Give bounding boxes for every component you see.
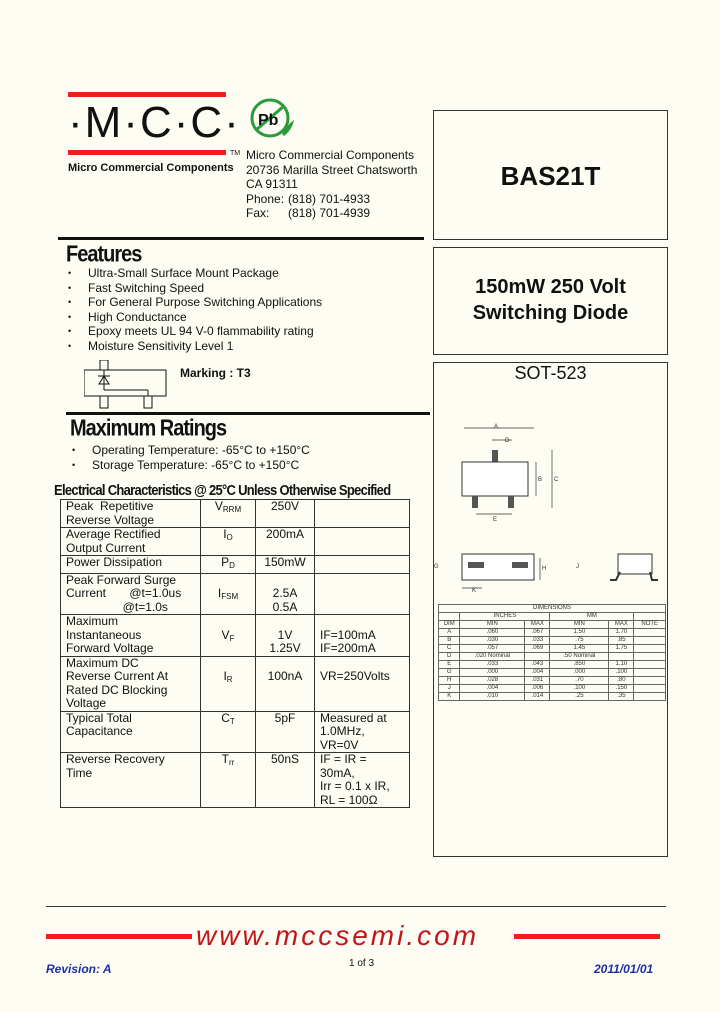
ec-symbol-sub: F [229, 633, 235, 643]
dimensions-cell: .80 [609, 677, 634, 685]
ec-condition [315, 528, 410, 556]
dimensions-row [439, 645, 666, 653]
ec-heading: Electrical Characteristics @ 25°C Unless Otherwise Specified [54, 482, 391, 499]
ec-value-line [261, 574, 309, 588]
product-title-line2: Switching Diode [472, 302, 629, 324]
ec-parameter-line: Reverse Current At [66, 669, 169, 683]
footer-left-bar [46, 934, 192, 939]
ec-symbol-sub: FSM [221, 592, 239, 601]
dimensions-table [438, 604, 666, 701]
ec-parameter-line: Rated DC Blocking [66, 682, 168, 697]
company-address [246, 148, 417, 221]
ec-symbol-main: I [223, 669, 227, 683]
features-list [66, 266, 426, 353]
ec-value-line: 0.5A [272, 599, 298, 614]
dimensions-cell: 1.45 [550, 645, 609, 653]
part-number-box [433, 110, 668, 240]
ec-row [61, 656, 410, 711]
dimensions-cell: .031 [525, 677, 550, 685]
ec-parameter-line: Typical Total [66, 710, 132, 725]
ec-symbol-main: I [217, 586, 222, 600]
ec-symbol [201, 656, 256, 711]
svg-text:K: K [472, 588, 477, 594]
ec-parameter [61, 615, 201, 657]
ec-parameter-line: Reverse Voltage [66, 512, 155, 527]
dimensions-cell [634, 661, 666, 669]
ec-value [256, 753, 315, 808]
dimensions-cell: .060 [460, 629, 525, 637]
ec-parameter [61, 500, 201, 528]
ec-value-line: 1.25V [269, 641, 301, 655]
marking-diagram [84, 360, 176, 412]
ec-value [256, 656, 315, 711]
logo-top-bar [68, 92, 226, 97]
dimensions-row [439, 669, 666, 677]
ec-condition-line: Irr = 0.1 x IR, [320, 779, 390, 793]
ec-condition [315, 615, 410, 657]
dimensions-cell: K [439, 693, 460, 701]
ec-condition [315, 711, 410, 753]
ec-parameter [61, 753, 201, 808]
ec-condition [315, 573, 410, 615]
package-top-view-drawing [452, 420, 576, 524]
dimensions-cell: .70 [550, 677, 609, 685]
ec-row [61, 615, 410, 657]
footer-rule [46, 906, 666, 907]
dimensions-cell [634, 677, 666, 685]
dimensions-cell: .010 [460, 693, 525, 701]
dimensions-cell [634, 629, 666, 637]
feature-item: • Ultra-Small Surface Mount Package [66, 266, 426, 281]
dimensions-cell: J [439, 685, 460, 693]
ec-row [61, 573, 410, 615]
ec-symbol [201, 753, 256, 808]
dimensions-cell [634, 645, 666, 653]
dimensions-cell: .057 [460, 645, 525, 653]
svg-text:B: B [538, 477, 543, 483]
ec-value-line [261, 657, 309, 671]
dimensions-cell: 1.75 [609, 645, 634, 653]
dimensions-cell: .100 [609, 669, 634, 677]
ec-parameter [61, 556, 201, 574]
ec-parameter [61, 573, 201, 615]
dimensions-group-inches: INCHES [460, 613, 550, 621]
ec-condition-line: 1.0MHz, VR=0V [320, 724, 365, 752]
product-title [434, 274, 667, 326]
ec-parameter-line: Instantaneous [66, 627, 142, 642]
dim-header: MAX [525, 621, 550, 629]
feature-item: • High Conductance [66, 310, 426, 325]
ec-condition-line [320, 615, 404, 629]
dimensions-cell: .067 [525, 629, 550, 637]
ec-value [256, 573, 315, 615]
dimensions-row [439, 685, 666, 693]
ec-condition-line: IF = IR = 30mA, [320, 752, 367, 780]
dimensions-row [439, 693, 666, 701]
ec-value-line: 100nA [267, 669, 303, 683]
dim-header: MIN [550, 621, 609, 629]
dim-header: DIM [439, 621, 460, 629]
dimensions-row [439, 653, 666, 661]
ec-symbol-sub: D [229, 561, 235, 570]
page-number: 1 of 3 [349, 958, 375, 969]
logo: ·M·C·C· [68, 98, 241, 147]
dim-header: MIN [460, 621, 525, 629]
ec-value-line: 50nS [270, 752, 300, 766]
ec-symbol-sub: R [226, 675, 233, 684]
ec-value-line: 1V [277, 627, 293, 642]
svg-text:E: E [493, 517, 498, 523]
dimensions-cell: .75 [550, 637, 609, 645]
dimensions-cell: B [439, 637, 460, 645]
ec-parameter [61, 656, 201, 711]
ec-row [61, 711, 410, 753]
ec-condition [315, 556, 410, 574]
part-number: BAS21T [500, 161, 601, 191]
phone-label: Phone: [246, 191, 285, 206]
max-rating-item: • Operating Temperature: -65°C to +150°C [70, 443, 430, 458]
dimensions-cell: .150 [609, 685, 634, 693]
ec-parameter-line: Reverse Recovery [66, 752, 165, 766]
dimensions-cell: .033 [525, 637, 550, 645]
lead-free-icon [248, 96, 298, 142]
dimensions-cell [634, 653, 666, 661]
dimensions-cell: .020 Nominal [460, 653, 525, 661]
dimensions-cell [609, 653, 634, 661]
fax-label: Fax: [246, 206, 270, 220]
ec-symbol-main: I [223, 527, 227, 541]
dimensions-cell: 1.10 [609, 661, 634, 669]
ec-symbol-sub: rr [229, 758, 235, 767]
ec-symbol-main: C [221, 710, 230, 725]
ec-parameter-line: Maximum [66, 614, 119, 628]
dimensions-cell: .000 [460, 669, 525, 677]
dimensions-cell: C [439, 645, 460, 653]
ec-row [61, 753, 410, 808]
max-ratings-rule [66, 412, 430, 415]
ec-value [256, 500, 315, 528]
dimensions-group-blank [439, 613, 460, 621]
ec-symbol-main: P [221, 555, 230, 569]
ec-value [256, 711, 315, 753]
package-name: SOT-523 [514, 363, 587, 383]
dimensions-cell: A [439, 629, 460, 637]
dimensions-cell [634, 669, 666, 677]
ec-symbol [201, 573, 256, 615]
ec-parameter-line: Maximum DC [66, 655, 139, 670]
ec-parameter-line: Peak Forward Surge [66, 572, 177, 587]
svg-text:J: J [576, 564, 579, 570]
ec-parameter-line: Current @t=1.0us [66, 586, 182, 600]
dimensions-cell: .028 [460, 677, 525, 685]
ec-symbol [201, 711, 256, 753]
website-link[interactable]: www.mccsemi.com [196, 920, 480, 951]
dimensions-row [439, 661, 666, 669]
revision-label: Revision: A [46, 962, 112, 976]
dimensions-cell: .35 [609, 693, 634, 701]
ec-condition [315, 753, 410, 808]
svg-text:D: D [505, 438, 510, 444]
ec-value-line: 250V [270, 499, 300, 513]
dimensions-row [439, 637, 666, 645]
ec-row [61, 528, 410, 556]
max-rating-item: • Storage Temperature: -65°C to +150°C [70, 458, 430, 473]
dimensions-cell [634, 693, 666, 701]
ec-parameter [61, 711, 201, 753]
max-ratings-list [70, 443, 430, 472]
dimensions-cell [525, 653, 550, 661]
logo-subtitle: Micro Commercial Components [68, 162, 234, 174]
dimensions-row [439, 677, 666, 685]
feature-item: • Epoxy meets UL 94 V-0 flammability rating [66, 324, 426, 339]
ec-symbol [201, 500, 256, 528]
ec-parameter-line: Output Current [66, 540, 146, 555]
package-side-view-drawing [432, 540, 668, 600]
ec-parameter-line: @t=1.0s [66, 599, 168, 614]
revision-date: 2011/01/01 [594, 962, 654, 976]
dimensions-cell [634, 637, 666, 645]
svg-text:A: A [494, 424, 499, 430]
ec-value-line [261, 615, 309, 629]
ec-condition-line: Measured at [320, 710, 387, 725]
dimensions-cell: .000 [550, 669, 609, 677]
dimensions-cell: .850 [550, 661, 609, 669]
footer-right-bar [514, 934, 660, 939]
phone-number: (818) 701-4933 [288, 191, 371, 206]
product-title-line1: 150mW 250 Volt [475, 276, 626, 298]
electrical-characteristics-table [60, 499, 410, 808]
feature-item: • Moisture Sensitivity Level 1 [66, 339, 426, 354]
ec-condition-line: IF=100mA [320, 627, 376, 642]
feature-item: • For General Purpose Switching Applications [66, 295, 426, 310]
ec-symbol-sub: O [226, 533, 233, 542]
dim-header: NOTE [634, 621, 666, 629]
dimensions-group-mm: MM [550, 613, 634, 621]
svg-text:C: C [554, 477, 559, 483]
dimensions-cell: .004 [525, 669, 550, 677]
dimensions-cell: .033 [460, 661, 525, 669]
ec-parameter-line: Power Dissipation [66, 555, 163, 569]
dimensions-cell: .85 [609, 637, 634, 645]
ec-parameter-line: Forward Voltage [66, 641, 154, 655]
ec-condition [315, 656, 410, 711]
ec-parameter-line: Capacitance [66, 724, 133, 738]
max-ratings-heading: Maximum Ratings [70, 416, 227, 442]
dimensions-row [439, 629, 666, 637]
ec-value-line: 150mW [264, 555, 306, 569]
features-rule [58, 237, 424, 240]
address-company: Micro Commercial Components [246, 148, 415, 162]
dimensions-cell: H [439, 677, 460, 685]
svg-text:G: G [434, 564, 439, 570]
logo-bottom-bar [68, 150, 226, 155]
ec-symbol-main: V [221, 627, 230, 642]
dimensions-title: DIMENSIONS [439, 605, 666, 613]
ec-value [256, 528, 315, 556]
dimensions-cell: E [439, 661, 460, 669]
ec-value [256, 615, 315, 657]
ec-condition [315, 500, 410, 528]
feature-item: • Fast Switching Speed [66, 281, 426, 296]
ec-parameter-line: Average Rectified [66, 527, 161, 541]
dimensions-group-blank [634, 613, 666, 621]
dimensions-cell: .25 [550, 693, 609, 701]
dimensions-cell: .030 [460, 637, 525, 645]
ec-condition-line: VR=250Volts [320, 669, 390, 683]
dimensions-cell: .50 Nominal [550, 653, 609, 661]
dimensions-cell: .100 [550, 685, 609, 693]
ec-value-line: 200mA [265, 527, 305, 541]
ec-condition-line [320, 657, 404, 671]
address-street: 20736 Marilla Street Chatsworth [246, 162, 418, 177]
svg-text:H: H [542, 566, 547, 572]
dimensions-cell: .043 [525, 661, 550, 669]
dimensions-cell: .014 [525, 693, 550, 701]
ec-symbol-main: T [221, 752, 229, 766]
product-title-box [433, 247, 668, 355]
ec-parameter-line: Voltage [66, 696, 107, 710]
ec-row [61, 500, 410, 528]
dim-header: MAX [609, 621, 634, 629]
marking-label: Marking : T3 [180, 366, 251, 380]
dimensions-cell: D [439, 653, 460, 661]
ec-symbol-sub: T [229, 716, 235, 726]
ec-parameter-line: Time [66, 765, 93, 780]
ec-symbol [201, 556, 256, 574]
dimensions-cell: .004 [460, 685, 525, 693]
ec-parameter [61, 528, 201, 556]
ec-condition-line: RL = 100Ω [320, 792, 378, 807]
ec-symbol-sub: RRM [222, 505, 242, 514]
dimensions-cell: 1.70 [609, 629, 634, 637]
address-city: CA 91311 [246, 177, 298, 191]
ec-value-line: 2.5A [272, 586, 298, 600]
ec-symbol [201, 528, 256, 556]
ec-parameter-line: Peak Repetitive [66, 499, 154, 513]
ec-symbol-main: V [214, 499, 223, 513]
ec-symbol [201, 615, 256, 657]
ec-row [61, 556, 410, 574]
fax-number: (818) 701-4939 [288, 206, 371, 220]
ec-value [256, 556, 315, 574]
dimensions-cell: .069 [525, 645, 550, 653]
dimensions-cell: .006 [525, 685, 550, 693]
pb-text: Pb [258, 112, 279, 129]
dimensions-cell: 1.50 [550, 629, 609, 637]
ec-value-line: 5pF [274, 710, 296, 725]
trademark-mark: TM [230, 150, 241, 157]
ec-condition-line: IF=200mA [320, 641, 376, 655]
dimensions-header-row [439, 621, 666, 629]
dimensions-cell [634, 685, 666, 693]
dimensions-cell: G [439, 669, 460, 677]
features-heading: Features [66, 242, 142, 268]
